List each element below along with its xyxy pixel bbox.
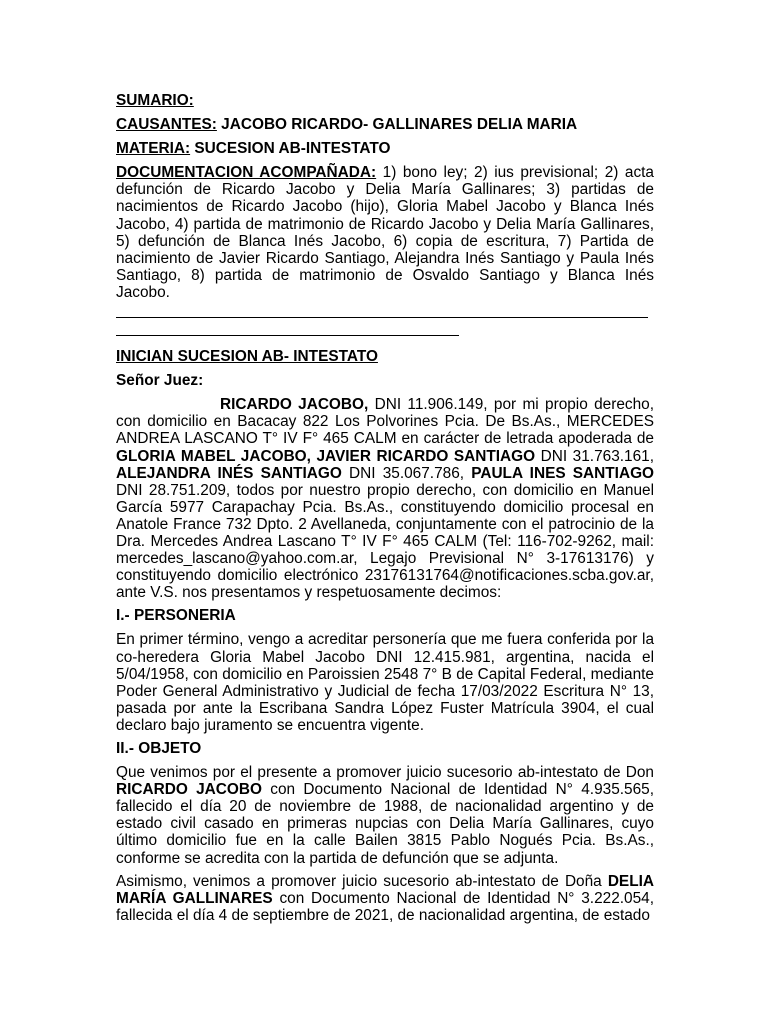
documentacion-label: DOCUMENTACION ACOMPAÑADA: [116, 164, 377, 182]
document-title: INICIAN SUCESION AB- INTESTATO [116, 348, 378, 366]
sumario-line [116, 92, 654, 109]
causantes-value: JACOBO RICARDO- GALLINARES DELIA MARIA [216, 116, 578, 134]
heir-name-alejandra: ALEJANDRA INÉS SANTIAGO [116, 464, 342, 482]
causantes-label: CAUSANTES: [116, 116, 217, 134]
intro-text-2: DNI 31.763.161, [535, 447, 654, 465]
separator-line-short [116, 335, 459, 336]
deceased-name-ricardo: RICARDO JACOBO [116, 781, 262, 799]
documentacion-value: 1) bono ley; 2) ius previsional; 2) acta defunción de Ricardo Jacobo y Delia María Gallinares; 3) partidas de nacimientos de Ricardo Jacobo (hijo), Gloria Mabel Jacobo y Blanca Inés Jacobo, 4) partida de matrimonio de Ricardo Jacobo y Delia María Gallinares, 5) defunción de Blanca Inés Jacobo, 6) copia de escritura, 7) Partida de nacimiento de Javier Ricardo Santiago, Alejandra Inés Santiago y Paula Inés Santiago, 8) partida de matrimonio de Osvaldo Santiago y Blanca Inés Jacobo. [116, 164, 654, 301]
intro-text-4: DNI 28.751.209, todos por nuestro propio derecho, con domicilio en Manuel García 5977 Carapachay Pcia. Bs.As., constituyendo domicilio procesal en Anatole France 732 Dpto. 2 Avellaneda, conjuntamente con el patrocinio de la Dra. Mercedes Andrea Lascano T° IV F° 465 CALM (Tel: 116-702-9262, mail: mercedes_lascano@yahoo.com.ar, Legajo Previsional N° 3-17613176) y constituyendo domicilio electrónico 23176131764@notificaciones.scba.gov.ar, ante V.S. nos presentamos y respetuosamente decimos: [116, 481, 654, 602]
separator-line [116, 317, 648, 318]
materia-value: SUCESION AB-INTESTATO [190, 140, 391, 158]
objeto-paragraph-1 [116, 764, 654, 867]
intro-paragraph [116, 396, 654, 601]
document-page [116, 92, 654, 930]
sumario-label: SUMARIO: [116, 92, 194, 109]
represented-names: GLORIA MABEL JACOBO, JAVIER RICARDO SANTIAGO [116, 447, 536, 465]
materia-label: MATERIA: [116, 140, 191, 158]
objeto-p2-text-b: con Documento Nacional de Identidad N° 3.222.054, fallecida el día 4 de septiembre de 2021, de nacionalidad argentina, de estado [116, 889, 654, 924]
materia-line [116, 140, 654, 157]
section-heading-objeto: II.- OBJETO [116, 740, 202, 757]
salutation: Señor Juez: [116, 372, 204, 390]
deceased-name-delia: DELIA MARÍA GALLINARES [116, 872, 654, 907]
section-heading-personeria: I.- PERSONERIA [116, 607, 236, 625]
petitioner-name: RICARDO JACOBO, [220, 396, 369, 414]
objeto-paragraph-2 [116, 873, 654, 924]
objeto-p1-text-b: con Documento Nacional de Identidad N° 4.935.565, fallecido el día 20 de noviembre de 1988, de nacionalidad argentino y de estado civil casado en primeras nupcias con Delia María Gallinares, cuyo último domicilio fue en la calle Bailen 3815 Pablo Nogués Pcia. Bs.As., conforme se acredita con la partida de defunción que se adjunta. [116, 781, 654, 867]
documentacion-paragraph [116, 164, 654, 301]
intro-text-1: DNI 11.906.149, por mi propio derecho, con domicilio en Bacacay 822 Los Polvorines Pcia. De Bs.As., MERCEDES ANDREA LASCANO T° IV F° 465 CALM en carácter de letrada apoderada de [116, 396, 655, 448]
intro-text-3: DNI 35.067.786, [341, 464, 472, 482]
causantes-line [116, 116, 654, 133]
personeria-paragraph: En primer término, vengo a acreditar personería que me fuera conferida por la co-heredera Gloria Mabel Jacobo DNI 12.415.981, argentina, nacida el 5/04/1958, con domicilio en Paroissien 2548 7° B de Capital Federal, mediante Poder General Administrativo y Judicial de fecha 17/03/2022 Escritura N° 13, pasada por ante la Escribana Sandra López Fuster Matrícula 3904, el cual declaro bajo juramento se encuentra vigente. [116, 631, 654, 734]
heir-name-paula: PAULA INES SANTIAGO [471, 464, 655, 482]
objeto-p1-text-a: Que venimos por el presente a promover juicio sucesorio ab-intestato de Don [116, 764, 654, 782]
objeto-p2-text-a: Asimismo, venimos a promover juicio sucesorio ab-intestato de Doña [116, 872, 608, 890]
